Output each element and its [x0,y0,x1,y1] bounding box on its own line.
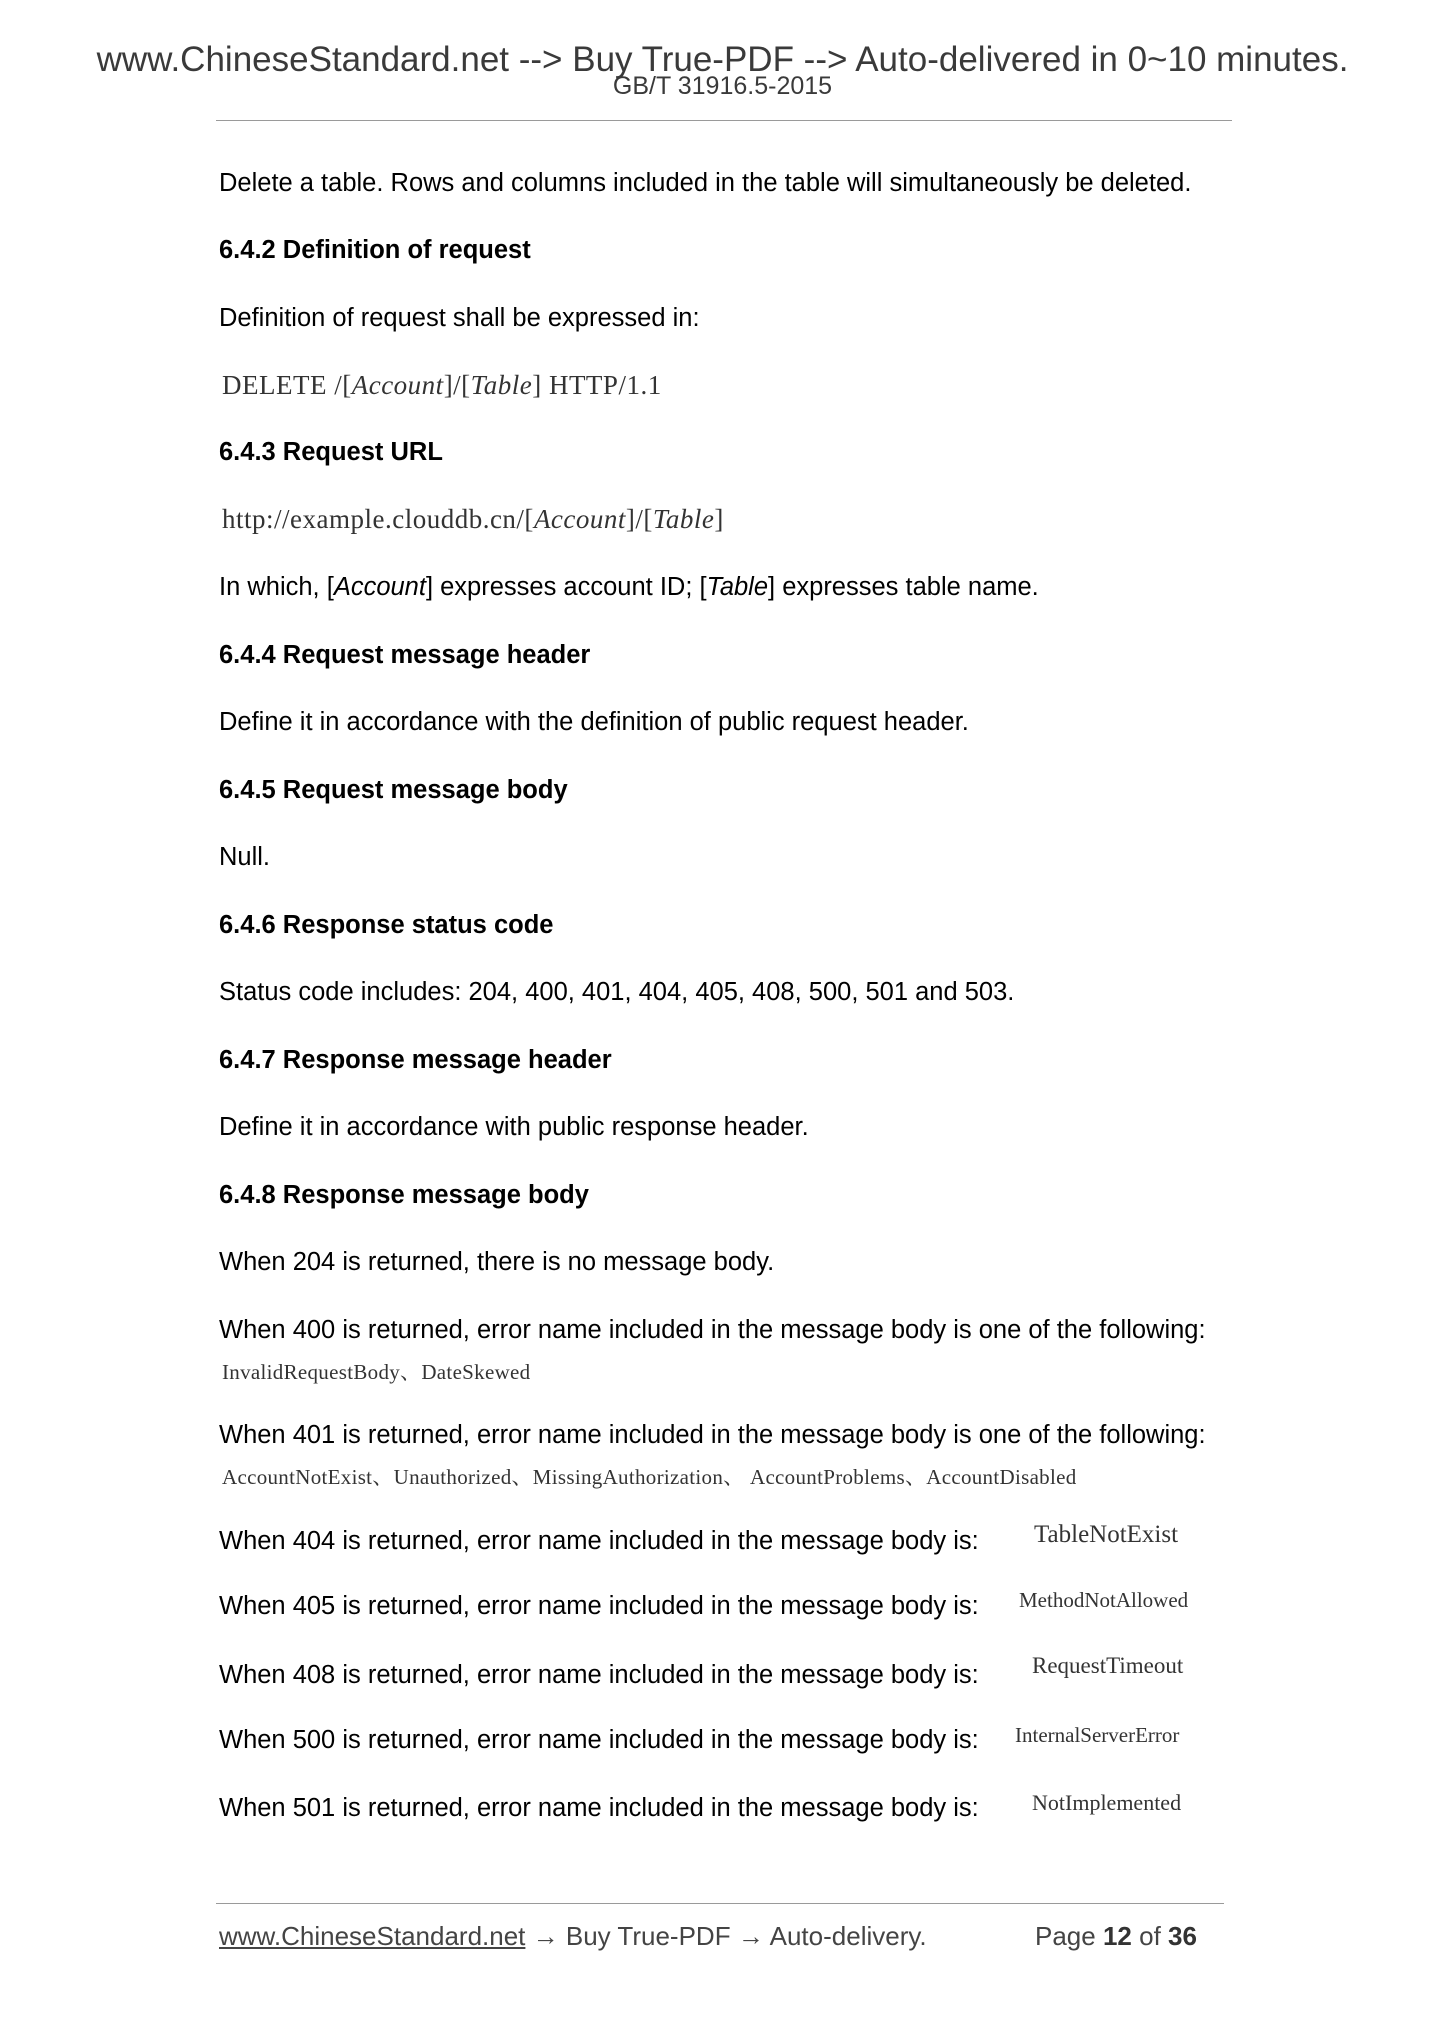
request-url-description: In which, [Account] expresses account ID; [Table] expresses table name. [219,573,1039,601]
response-204-text: When 204 is returned, there is no message body. [219,1248,775,1276]
arrow-right-icon: → [532,1921,559,1951]
response-408-text: When 408 is returned, error name included in the message body is: [219,1661,979,1689]
request-header-text: Define it in accordance with the definition of public request header. [219,708,969,736]
heading-6-4-5: 6.4.5 Request message body [219,776,568,804]
heading-6-4-3: 6.4.3 Request URL [219,438,443,466]
response-408-error: RequestTimeout [1032,1653,1184,1678]
response-404-text: When 404 is returned, error name included in the message body is: [219,1527,979,1555]
heading-6-4-8: 6.4.8 Response message body [219,1181,589,1209]
response-401-errors: AccountNotExist、Unauthorized、MissingAuthorization、 AccountProblems、AccountDisabled [222,1465,1077,1489]
footer-divider [216,1903,1224,1904]
heading-6-4-4: 6.4.4 Request message header [219,641,591,669]
response-404-error: TableNotExist [1034,1521,1179,1548]
status-code-text: Status code includes: 204, 400, 401, 404, 405, 408, 500, 501 and 503. [219,978,1015,1006]
standard-number: GB/T 31916.5-2015 [612,72,833,100]
response-405-error: MethodNotAllowed [1019,1588,1189,1612]
heading-6-4-6: 6.4.6 Response status code [219,911,554,939]
response-500-error: InternalServerError [1015,1723,1180,1747]
response-header-text: Define it in accordance with public response header. [219,1113,809,1141]
response-501-text: When 501 is returned, error name included in the message body is: [219,1794,979,1822]
request-definition-code: DELETE /[Account]/[Table] HTTP/1.1 [222,370,662,400]
response-400-text: When 400 is returned, error name included in the message body is one of the following: [219,1316,1206,1344]
arrow-right-icon: → [737,1921,764,1951]
request-url-code: http://example.clouddb.cn/[Account]/[Table] [222,504,724,534]
footer-site-link[interactable]: www.ChineseStandard.net [219,1921,526,1951]
footer-promo: www.ChineseStandard.net → Buy True-PDF → Auto-delivery. [219,1921,927,1951]
response-405-text: When 405 is returned, error name included in the message body is: [219,1592,979,1620]
request-definition-text: Definition of request shall be expressed in: [219,304,700,332]
page-number: Page 12 of 36 [1035,1921,1197,1951]
response-400-errors: InvalidRequestBody、DateSkewed [222,1360,531,1384]
intro-text: Delete a table. Rows and columns included in the table will simultaneously be deleted. [219,169,1192,197]
response-500-text: When 500 is returned, error name included in the message body is: [219,1726,979,1754]
heading-6-4-7: 6.4.7 Response message header [219,1046,612,1074]
heading-6-4-2: 6.4.2 Definition of request [219,236,531,264]
response-401-text: When 401 is returned, error name included in the message body is one of the following: [219,1421,1206,1449]
response-501-error: NotImplemented [1032,1790,1182,1815]
request-body-text: Null. [219,843,271,871]
header-banner: www.ChineseStandard.net --> Buy True-PDF --> Auto-delivered in 0~10 minutes. [96,40,1349,79]
header-divider [216,120,1232,121]
